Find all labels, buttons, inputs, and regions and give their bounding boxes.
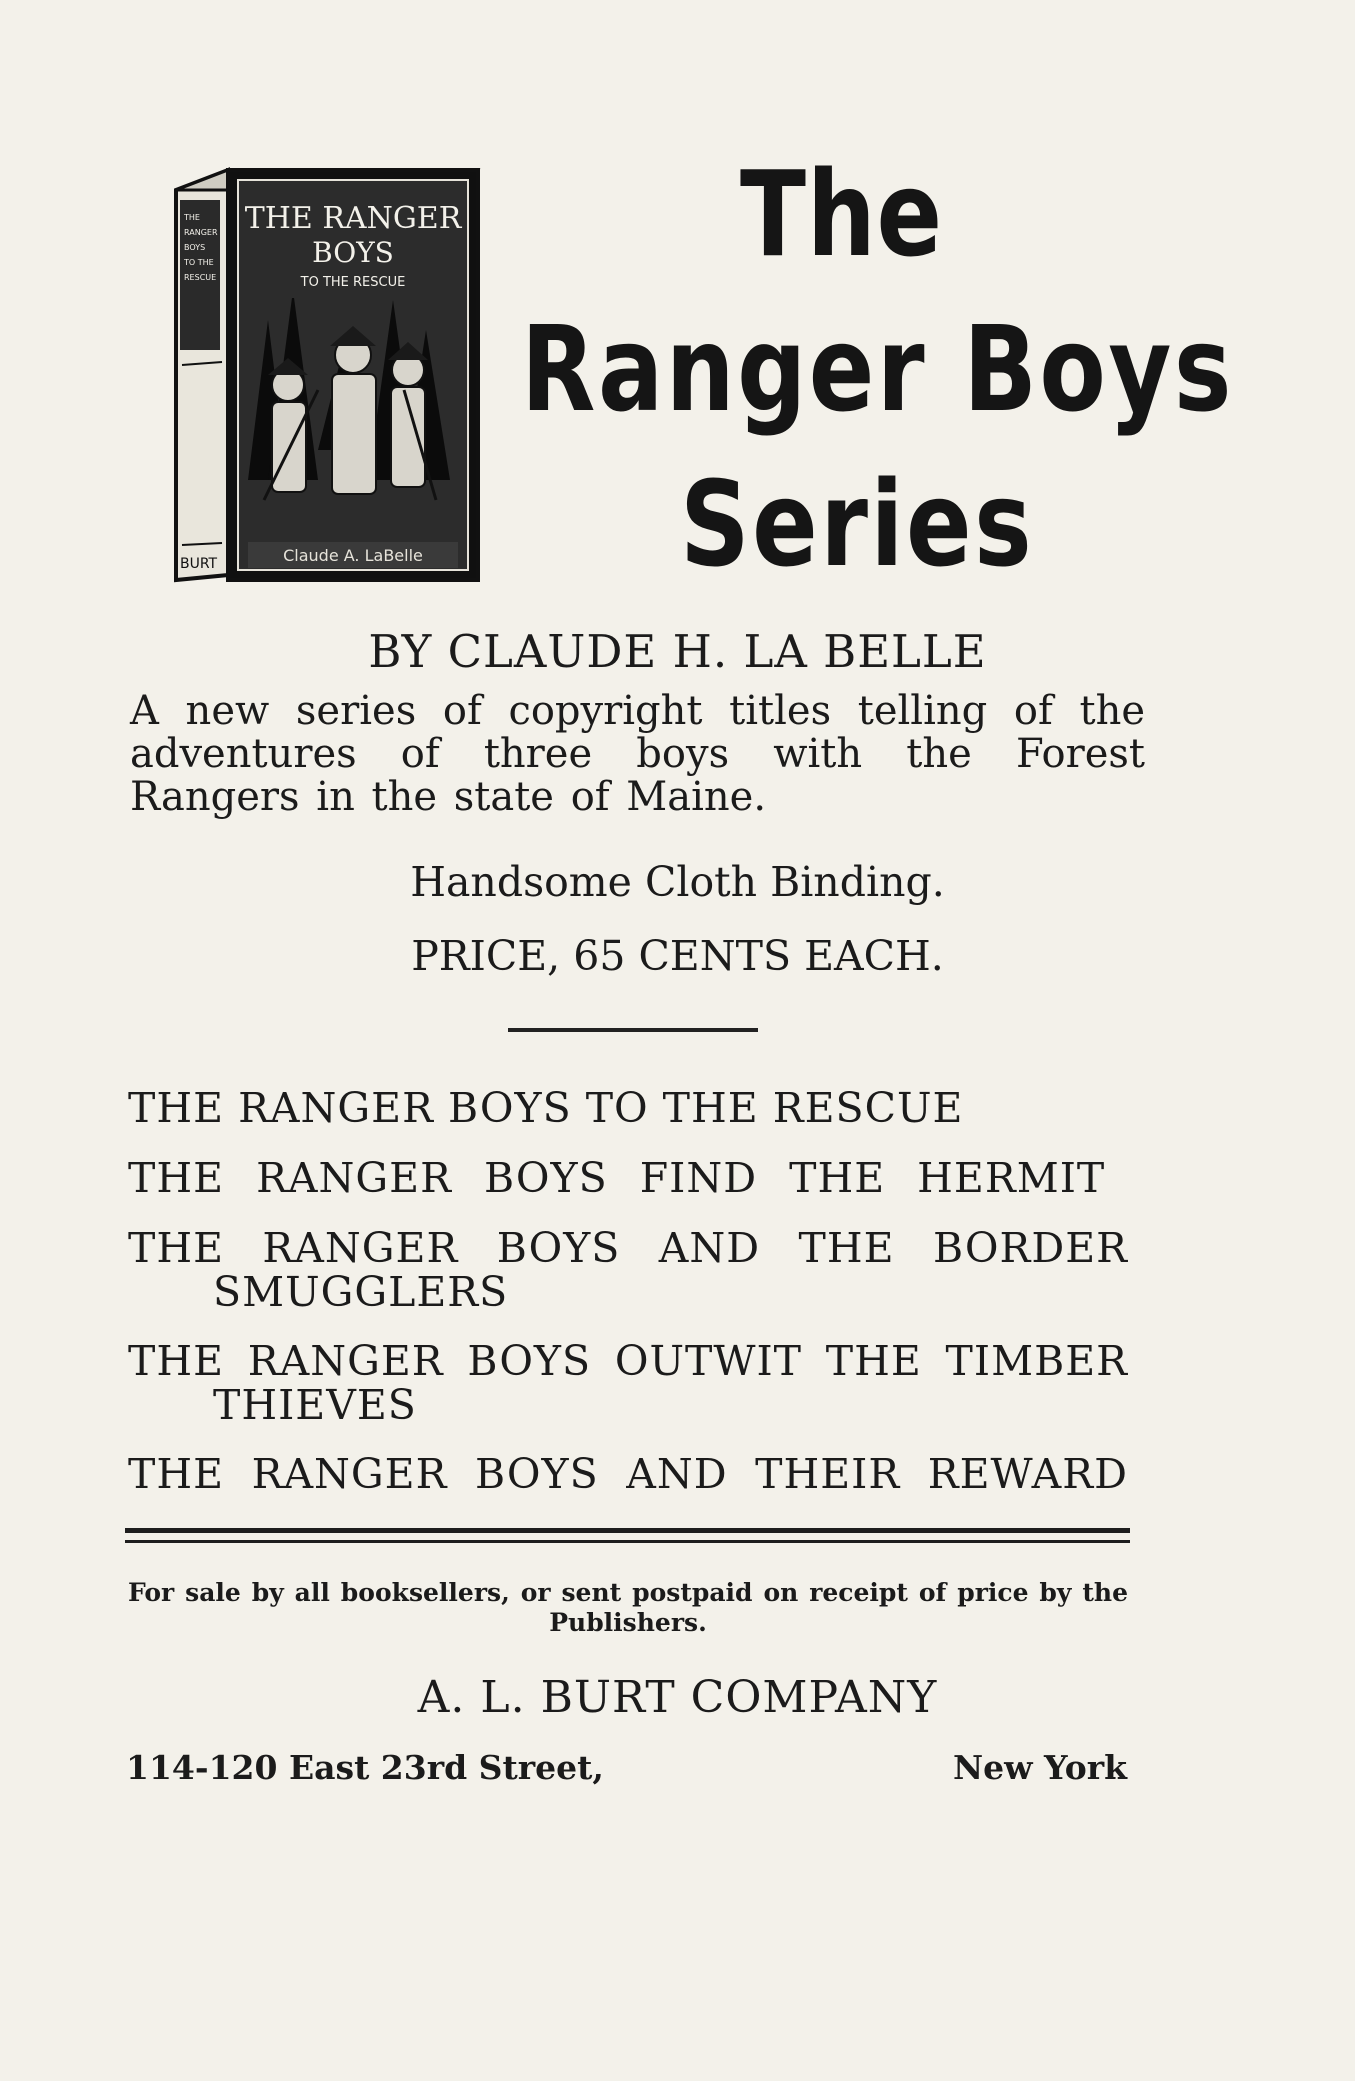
cover-author: Claude A. LaBelle [283, 546, 423, 565]
svg-text:BOYS: BOYS [184, 243, 206, 252]
cover-subtitle: TO THE RESCUE [300, 275, 406, 290]
book-title-2 [128, 1156, 1128, 1200]
book-title-continuation: THIEVES [213, 1381, 417, 1429]
divider [508, 1028, 758, 1032]
double-rule-top [125, 1528, 1130, 1533]
book-title-text: THE RANGER BOYS FIND THE HERMIT [128, 1154, 1106, 1202]
svg-text:TO THE: TO THE [184, 258, 214, 267]
svg-text:THE: THE [184, 213, 200, 222]
publisher-city: New York [952, 1748, 1127, 1787]
book-title-continuation: SMUGGLERS [213, 1268, 509, 1316]
author-line: BY CLAUDE H. LA BELLE [368, 625, 987, 678]
cover-title-line-2: BOYS [312, 236, 394, 269]
book-title-5 [128, 1452, 1128, 1496]
price-line: PRICE, 65 CENTS EACH. [411, 932, 944, 980]
series-description: A new series of copyright titles telling of the adventures of three boys with the Forest Rangers in the state of Maine. [130, 688, 1145, 820]
book-title-3 [128, 1226, 1128, 1314]
svg-text:RANGER: RANGER [184, 228, 218, 237]
book-title-text: THE RANGER BOYS AND THEIR REWARD [128, 1450, 1128, 1498]
svg-text:RESCUE: RESCUE [184, 273, 217, 282]
book-title-4 [128, 1339, 1128, 1427]
book-cover-illustration [168, 150, 483, 590]
title-line-2: Ranger Boys [521, 300, 1234, 438]
title-line-3: Series [680, 455, 1035, 593]
book-title-text: THE RANGER BOYS OUTWIT THE TIMBER [128, 1337, 1128, 1385]
title-line-1: The [740, 145, 943, 283]
spine-publisher-label: BURT [180, 556, 218, 572]
publisher-address: 114-120 East 23rd Street, [126, 1748, 604, 1787]
publisher-name: A. L. BURT COMPANY [417, 1672, 938, 1723]
cover-title-line-1: THE RANGER [244, 201, 462, 236]
book-title-text: THE RANGER BOYS TO THE RESCUE [128, 1084, 964, 1132]
sale-note: For sale by all booksellers, or sent postpaid on receipt of price by the Publishers. [128, 1578, 1128, 1637]
book-title-1 [128, 1086, 1128, 1130]
book-title-text: THE RANGER BOYS AND THE BORDER [128, 1224, 1128, 1272]
binding-note: Handsome Cloth Binding. [410, 858, 945, 906]
double-rule-bottom [125, 1540, 1130, 1543]
